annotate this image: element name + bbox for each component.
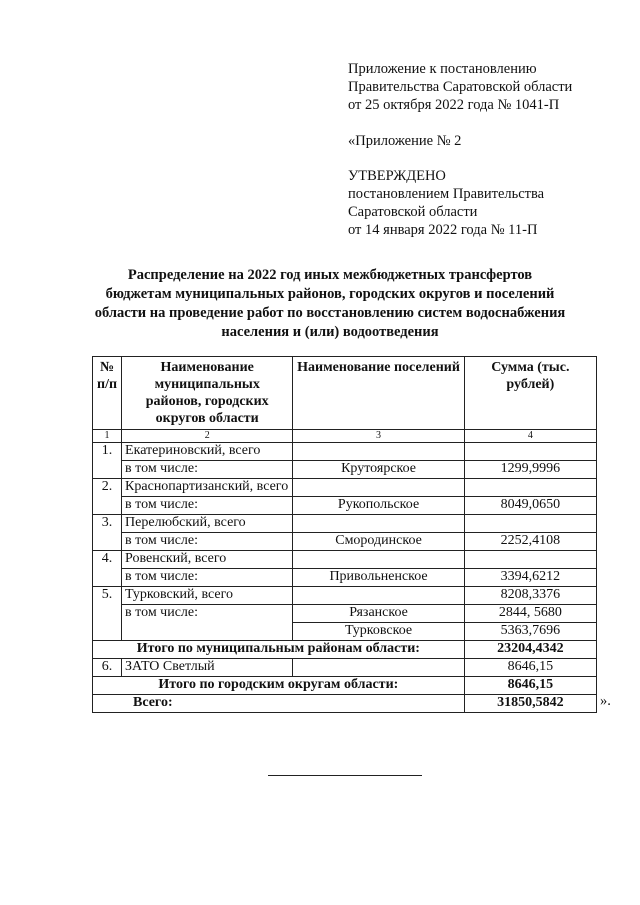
grand-total-row	[93, 695, 597, 713]
table-index-row	[93, 430, 597, 443]
sum-value	[464, 515, 596, 533]
title-line-3: области на проведение работ по восстановлению систем водоснабжения	[94, 305, 566, 321]
header-sum: Сумма (тыс. рублей)	[464, 357, 596, 430]
sum-value: 3394,6212	[464, 569, 596, 587]
district-name: Перелюбский, всего	[122, 515, 293, 533]
settlement-name	[293, 659, 464, 677]
sum-value	[464, 443, 596, 461]
settlement-name	[293, 479, 464, 497]
sum-value: 1299,9996	[464, 461, 596, 479]
grand-total-label: Всего:	[93, 695, 465, 713]
district-name: ЗАТО Светлый	[122, 659, 293, 677]
approved-line-2: Саратовской области	[348, 204, 478, 220]
sum-value	[464, 551, 596, 569]
district-name: Турковский, всего	[122, 587, 293, 605]
sum-value: 8049,0650	[464, 497, 596, 515]
approved-heading: УТВЕРЖДЕНО	[348, 168, 446, 184]
settlement-name: Рязанское	[293, 605, 464, 623]
row-num: 2.	[93, 479, 122, 515]
index-cell: 1	[93, 430, 122, 443]
district-name: Екатериновский, всего	[122, 443, 293, 461]
district-name: в том числе:	[122, 569, 293, 587]
settlement-name: Привольненское	[293, 569, 464, 587]
closing-quote: ».	[600, 693, 611, 709]
total-urban-label: Итого по городским округам области:	[93, 677, 465, 695]
settlement-name: Крутоярское	[293, 461, 464, 479]
title-line-1: Распределение на 2022 год иных межбюджетных трансфертов	[127, 267, 533, 283]
row-num: 1.	[93, 443, 122, 479]
table-row	[93, 461, 597, 479]
total-districts-label: Итого по муниципальным районам области:	[93, 641, 465, 659]
appendix-line-2: Правительства Саратовской области	[348, 79, 573, 95]
appendix-number: «Приложение № 2	[348, 133, 462, 149]
row-num: 5.	[93, 587, 122, 641]
index-cell: 4	[464, 430, 596, 443]
sum-value: 8646,15	[464, 659, 596, 677]
total-urban-sum: 8646,15	[464, 677, 596, 695]
district-name: в том числе:	[122, 533, 293, 551]
settlement-name	[293, 551, 464, 569]
header-district-name: Наименование муниципальных районов, городских округов области	[122, 357, 293, 430]
row-num: 3.	[93, 515, 122, 551]
header-settlement: Наименование поселений	[293, 357, 464, 430]
table-row	[93, 659, 597, 677]
table-header-row	[93, 357, 597, 430]
total-urban-row	[93, 677, 597, 695]
table-row	[93, 533, 597, 551]
sum-value: 8208,3376	[464, 587, 596, 605]
row-num: 6.	[93, 659, 122, 677]
table-row	[93, 551, 597, 569]
settlement-name	[293, 515, 464, 533]
index-cell: 3	[293, 430, 464, 443]
table-row	[93, 569, 597, 587]
district-name: в том числе:	[122, 461, 293, 479]
separator-line	[268, 775, 422, 776]
title-line-2: бюджетам муниципальных районов, городских округов и поселений	[105, 286, 555, 302]
settlement-name: Турковское	[293, 623, 464, 641]
table-row	[93, 479, 597, 497]
sum-value	[464, 479, 596, 497]
settlement-name	[293, 587, 464, 605]
district-name: в том числе:	[122, 497, 293, 515]
approved-line-3: от 14 января 2022 года № 11-П	[348, 222, 538, 238]
settlement-name: Смородинское	[293, 533, 464, 551]
approved-line-1: постановлением Правительства	[348, 186, 545, 202]
total-districts-row	[93, 641, 597, 659]
header-num: № п/п	[93, 357, 122, 430]
row-num: 4.	[93, 551, 122, 587]
appendix-line-1: Приложение к постановлению	[348, 61, 537, 77]
settlement-name	[293, 443, 464, 461]
district-name: в том числе:	[122, 605, 293, 641]
district-name: Ровенский, всего	[122, 551, 293, 569]
table-row	[93, 497, 597, 515]
appendix-header	[348, 60, 628, 239]
distribution-table	[92, 356, 597, 713]
grand-total-sum: 31850,5842	[464, 695, 596, 713]
index-cell: 2	[122, 430, 293, 443]
sum-value: 2252,4108	[464, 533, 596, 551]
settlement-name: Рукопольское	[293, 497, 464, 515]
table-row	[93, 443, 597, 461]
document-title	[80, 266, 580, 342]
title-line-4: населения и (или) водоотведения	[221, 324, 439, 340]
district-name: Краснопартизанский, всего	[122, 479, 293, 497]
table-row	[93, 515, 597, 533]
table-row	[93, 587, 597, 605]
sum-value: 5363,7696	[464, 623, 596, 641]
sum-value: 2844, 5680	[464, 605, 596, 623]
appendix-line-3: от 25 октября 2022 года № 1041-П	[348, 97, 560, 113]
table-row	[93, 605, 597, 623]
total-districts-sum: 23204,4342	[464, 641, 596, 659]
